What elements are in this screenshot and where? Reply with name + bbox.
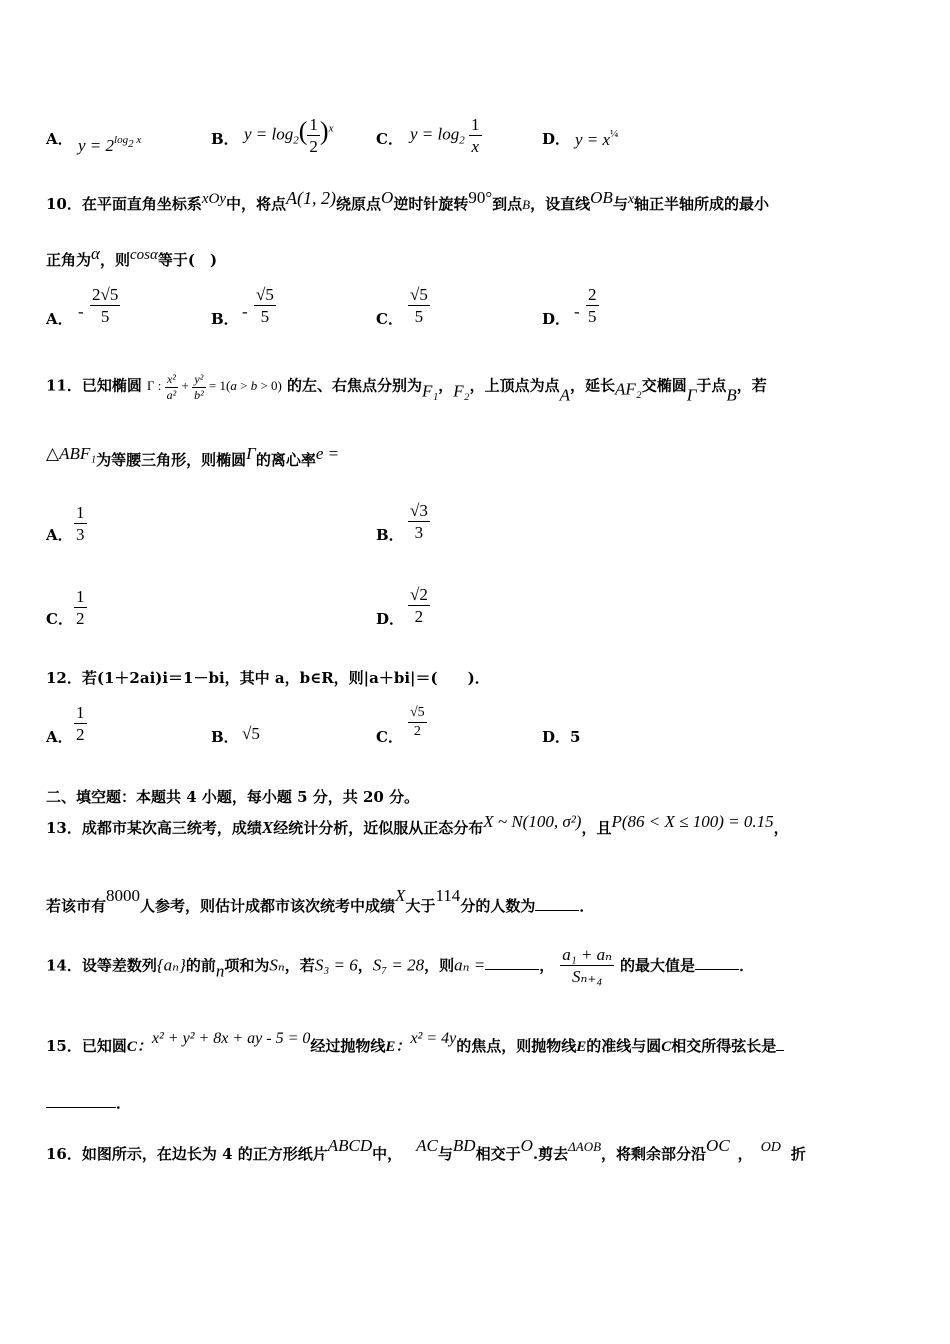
q13-text: 13．成都市某次高三统考，成绩 [46,819,262,837]
q14-sn: Sₙ [269,955,285,975]
q10-point-b: B [522,197,531,212]
q13-stem-line2 [46,886,594,916]
q10-text: ，则 [99,251,130,269]
q16-triangle-aob: ΔAOB [568,1139,602,1154]
q11-option-a-value: $\frac{1}{3}$ [76,503,85,545]
q11-gamma: Γ [686,385,697,405]
q16-text: ，将剩余部分沿 [601,1145,707,1163]
q16-text: 与 [437,1145,453,1163]
q12-option-c-label: C． [376,728,403,746]
q11-gamma: Γ [246,444,256,463]
q10-option-d-label: D． [542,310,571,328]
q10-cos-alpha: cosα [129,247,158,263]
q9-option-b-expr: $y = \log_2$( $\frac{1}{2}$ )$^x$ [244,115,334,157]
q9-option-d-label: D． [542,130,571,148]
q10-text: 逆时针旋转 [393,195,469,213]
q14-s7: S₇ = 28 [372,955,425,975]
q11-text: 的左、右焦点分别为 [286,376,422,395]
q15-text: 经过抛物线 [310,1037,386,1055]
q14-s3: S₃ = 6 [314,955,358,975]
q12-option-b-value: √5 [242,724,260,743]
q15-stem-line2 [46,1092,131,1113]
q14-text: ． [739,956,755,975]
q12-stem: 12．若(1＋2ai)i＝1－bi，其中 a，b∈R，则|a＋bi|＝( )． [46,669,490,687]
q15-circle-c: C： [126,1039,152,1055]
q15-answer-blank[interactable] [46,1107,116,1108]
q13-text: 人参考，则估计成都市该次统考中成绩 [140,897,396,915]
q10-text: 与 [612,195,628,213]
q10-text: 中，将点 [226,195,287,213]
q9-option-c-label: C． [376,130,403,148]
q12-option-c-value: $\frac{√5}{2}$ [410,705,425,739]
q15-text: 的焦点，则抛物线 [456,1037,577,1055]
q10-text: 10．在平面直角坐标系 [46,195,202,213]
q14-text: 的前 [185,956,216,975]
q11-option-a-label: A． [46,526,73,544]
q13-text: 大于 [405,897,436,915]
q9-option-a-expr: $y = 2^{log2 x}$ [78,134,142,155]
q10-origin: O [381,188,394,207]
q9-option-b-label: B． [211,130,239,148]
q13-probability: P(86 < X ≤ 100) = 0.15 [611,812,774,831]
q11-text: ，延长 [569,376,615,395]
q16-text: .剪去 [532,1145,569,1163]
q16-bd: BD [452,1136,476,1155]
q11-option-d-label: D． [376,610,405,628]
q16-text: 折 [790,1145,806,1163]
q10-x: x [627,192,635,207]
q14-n: n [215,961,225,981]
q11-text: ，若 [736,376,767,395]
q10-text: ，设直线 [530,195,591,213]
q14-text: ，则 [424,956,455,975]
q13-score: 114 [435,886,461,905]
q10-text: 等于( ) [157,251,218,269]
q10-point-a: A(1, 2) [286,188,337,208]
q15-parabola-equation: x² = 4y [410,1030,457,1047]
q16-od: OD [760,1140,781,1155]
q16-abcd: ABCD [327,1136,373,1155]
q9-options [46,115,746,160]
q15-c: C [661,1039,672,1055]
q10-text: 到点 [492,195,523,213]
q14-text: ， [539,956,555,975]
q13-distribution: X ~ N(100, σ²) [483,812,582,831]
q16-text: 16．如图所示，在边长为 4 的正方形纸片 [46,1145,328,1163]
q15-text: 相交所得弦长是 [671,1037,777,1055]
q11-text: 交椭圆 [641,376,687,395]
q11-ellipse-equation: Γ : $\frac{\text{x²}}{\text{a²}}$ + $\frac{\text{y²}}{\text{b²}}$ = 1(a > b > 0) [146,372,282,402]
q10-options [46,284,746,336]
q10-text: 轴正半轴所成的最小 [634,195,770,213]
q11-eccentricity: e = [315,444,340,463]
q11-point-b: B [726,385,737,405]
q10-text: 正角为 [46,251,92,269]
section-heading: 二、填空题：本题共 4 小题，每小题 5 分，共 20 分。 [46,788,420,806]
q10-option-c-label: C． [376,310,403,328]
q9-option-a-label: A． [46,130,73,148]
q9-option-c-expr: $y = \log_2$ $\frac{1}{x}$ [410,115,480,157]
q14-text: ，若 [284,956,315,975]
q11-text: 11．已知椭圆 [46,376,142,395]
q10-alpha: α [91,244,100,263]
q14-text: 14．设等差数列 [46,956,157,975]
q15-text: 15．已知圆 [46,1037,127,1055]
q16-text: ， [737,1145,753,1163]
q15-text: ． [116,1094,132,1112]
q10-xoy: xOy [201,191,227,207]
q16-ac: AC [416,1136,438,1155]
q11-f1: F₁ [421,381,439,401]
q16-stem [46,1136,806,1164]
q11-text: ，上顶点为点 [469,376,560,395]
q11-triangle: △ABF₁ [46,444,97,463]
q11-text: 的离心率 [255,451,316,469]
q15-answer-blank-start[interactable] [776,1050,784,1051]
q13-x: X [261,818,274,837]
q10-option-d-sign: - [574,302,580,321]
q11-af2: AF₂ [615,379,642,399]
q10-option-a-label: A． [46,310,73,328]
q11-text: 为等腰三角形，则椭圆 [96,451,247,469]
q14-answer-blank-2[interactable] [695,969,739,970]
q10-option-a-sign: - [78,302,84,321]
q10-text: 绕原点 [336,195,382,213]
q12-option-a-label: A． [46,728,73,746]
q14-fraction: $\frac{\text{a₁ + aₙ}}{\text{Sₙ₊₄}}$ [562,945,613,987]
q15-e: E [576,1039,587,1055]
q16-text: 相交于 [475,1145,521,1163]
q12-option-d: D．5 [542,728,581,746]
q13-text: 若该市有 [46,897,107,915]
q11-option-b-value: $\frac{√3}{3}$ [410,501,428,543]
q13-text: ， [773,819,789,837]
q15-parabola-e: E： [385,1039,411,1055]
q10-angle: 90° [468,188,493,207]
q9-option-d-expr: $y = x^{\frac{1}{4}}$ [575,128,619,149]
q15-text: 的准线与圆 [586,1037,662,1055]
q10-option-d-value: $\frac{2}{5}$ [588,285,597,327]
q12-options [46,700,746,752]
q11-option-c-value: $\frac{1}{2}$ [76,587,85,629]
q14-sequence: {aₙ} [156,955,186,975]
q14-text: 项和为 [224,956,270,975]
q15-stem-line1 [46,1030,784,1056]
q11-option-b-label: B． [376,526,404,544]
q14-an: aₙ = [454,955,486,975]
q10-option-b-value: $\frac{√5}{5}$ [256,285,274,327]
q13-x: X [395,886,406,905]
q11-stem-line2 [46,444,339,470]
q16-oc: OC [706,1136,730,1155]
q13-text: ，且 [581,819,612,837]
q14-text: 的最大值是 [620,956,696,975]
q12-option-a-value: $\frac{1}{2}$ [76,703,85,745]
q16-o: O [520,1136,533,1155]
q14-answer-blank-1[interactable] [485,969,539,970]
q13-text: 分的人数为 [460,897,536,915]
q11-f2: F₂ [453,381,470,401]
q13-stem-line1 [46,812,789,838]
q10-line-ob: OB [590,188,613,207]
q13-answer-blank[interactable] [535,910,579,911]
q11-options [46,500,746,640]
q12-option-b-label: B． [211,728,239,746]
q11-text: 于点 [696,376,727,395]
q10-stem-line2 [46,244,217,270]
q10-option-a-value: $\frac{2√5}{5}$ [92,285,119,327]
q15-circle-equation: x² + y² + 8x + ay - 5 = 0 [151,1030,311,1047]
q14-stem: 14．设等差数列{aₙ}的前n项和为Sₙ，若S₃ = 6，S₇ = 28，则aₙ = ， $\frac{\text{a₁ + aₙ}}{\text{Sₙ₊₄}}$ 的最大值是 ． [46,945,755,987]
q10-option-b-label: B． [211,310,239,328]
q10-option-b-sign: - [242,302,248,321]
q10-option-c-value: $\frac{√5}{5}$ [410,285,428,327]
q13-text: ． [579,897,595,915]
q11-option-c-label: C． [46,610,73,628]
q13-count: 8000 [106,886,141,905]
q11-point-a: A [559,385,570,405]
q16-text: 中， [372,1145,403,1163]
q11-option-d-value: $\frac{√2}{2}$ [410,585,428,627]
q13-text: 经统计分析，近似服从正态分布 [273,819,484,837]
q11-stem-line1: 11．已知椭圆 Γ : $\frac{\text{x²}}{\text{a²}}$ + $\frac{\text{y²}}{\text{b²}}$ = 1(a > b > 0) 的左、右焦点分别为F₁，F₂，上顶点为点A，延长AF₂交椭圆Γ于点B，若 [46,372,767,405]
q10-stem-line1 [46,188,769,214]
